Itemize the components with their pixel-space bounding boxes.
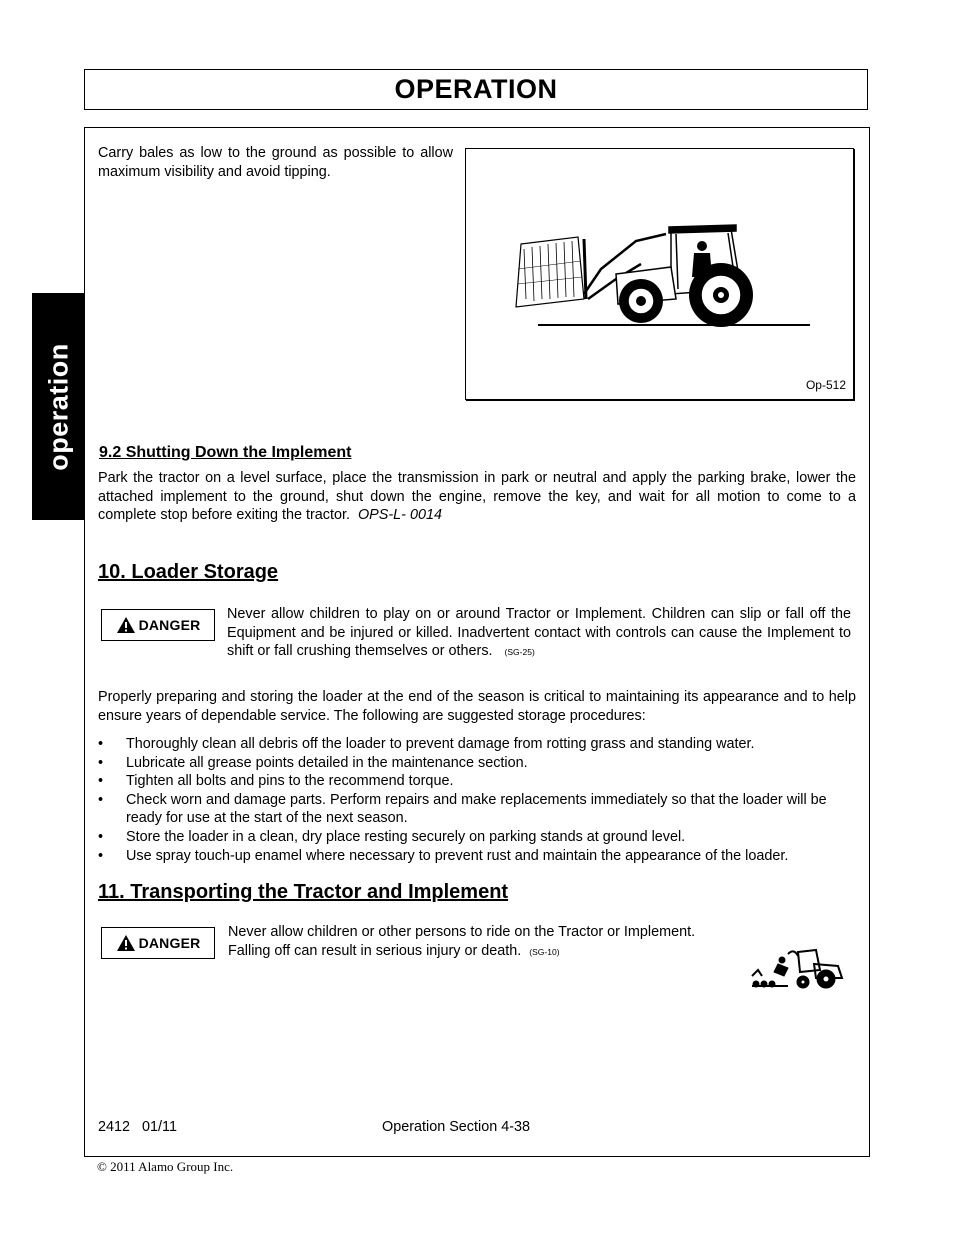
danger-label-transport [101, 927, 215, 959]
storage-procedures-list [98, 735, 856, 865]
danger-code: (SG-25) [504, 647, 535, 658]
section-9-2-text: Park the tractor on a level surface, place the transmission in park or neutral and apply the parking brake, lower the attached implement to the ground, shut down the engine, remove the key, and wait for all motion to come to a complete stop before exiting the tractor. [98, 470, 856, 524]
section-10-heading: 10. Loader Storage [98, 561, 279, 583]
list-item-text: Lubricate all grease points detailed in the maintenance section. [126, 754, 528, 771]
list-item-text: Use spray touch-up enamel where necessary to prevent rust and maintain the appearance of the loader. [126, 847, 789, 864]
side-tab-label: operation [43, 342, 73, 471]
figure-label: Op-512 [805, 378, 846, 392]
bullet: • [98, 773, 104, 790]
list-item-text: Store the loader in a clean, dry place resting securely on parking stands at ground level. [126, 828, 686, 845]
page-header [84, 69, 868, 110]
danger-label-loader-storage [101, 609, 215, 641]
danger-code: (SG-10) [529, 946, 560, 957]
danger-message: Never allow children to play on or around Tractor or Implement. Children can slip or fall off the Equipment and be injured or killed. Inadvertent contact with controls can cause the Implement to shift or fall crushing themselves or others. [227, 606, 851, 660]
bullet: • [98, 791, 104, 808]
intro-paragraph [98, 144, 453, 181]
copyright: © 2011 Alamo Group Inc. [97, 1159, 234, 1174]
list-item [98, 735, 856, 754]
footer-doc-info [98, 1119, 177, 1135]
list-item [98, 828, 856, 847]
list-item-text: Tighten all bolts and pins to the recommend torque. [126, 773, 454, 790]
bullet: • [98, 754, 104, 771]
list-item [98, 791, 856, 828]
list-item-text: Check worn and damage parts. Perform repairs and make replacements immediately so that the loader will be ready for use at the start of the next season. [126, 791, 827, 827]
section-11-heading: 11. Transporting the Tractor and Implement [98, 881, 509, 903]
figure-tractor-loader [465, 148, 854, 400]
section-10-intro: Properly preparing and storing the loader at the end of the season is critical to maintaining its appearance and to help ensure years of dependable service. The following are suggested storage procedures: [98, 689, 856, 724]
danger-word: DANGER [138, 617, 201, 633]
danger-word: DANGER [138, 935, 201, 951]
bullet: • [98, 736, 104, 752]
rider-fall-pictogram [748, 946, 846, 992]
list-item [98, 847, 856, 866]
list-item-text: Thoroughly clean all debris off the loader to prevent damage from rotting grass and standing water. [126, 736, 755, 752]
section-9-2-code: OPS-L- 0014 [357, 507, 442, 524]
footer-section: Operation Section 4-38 [382, 1119, 530, 1135]
danger-message-line-2-wrap [228, 942, 748, 962]
danger-text-loader-storage [227, 605, 851, 662]
list-item [98, 754, 856, 773]
warning-triangle-icon [116, 934, 136, 952]
danger-text-transport [228, 923, 748, 961]
bullet: • [98, 828, 104, 845]
danger-message-line-2: Falling off can result in serious injury or death. [228, 942, 522, 959]
tractor-loader-illustration [466, 149, 855, 401]
side-tab [32, 293, 85, 520]
bullet: • [98, 847, 104, 864]
section-9-2-heading: 9.2 Shutting Down the Implement [99, 444, 352, 461]
intro-text: Carry bales as low to the ground as possible to allow maximum visibility and avoid tipping. [98, 145, 453, 180]
doc-number: 2412 [98, 1119, 131, 1135]
page-title: OPERATION [394, 74, 558, 104]
danger-message-line-1: Never allow children or other persons to ride on the Tractor or Implement. [228, 924, 696, 940]
doc-date: 01/11 [142, 1119, 177, 1135]
section-9-2-body [98, 469, 856, 525]
warning-triangle-icon [116, 616, 136, 634]
list-item [98, 772, 856, 791]
